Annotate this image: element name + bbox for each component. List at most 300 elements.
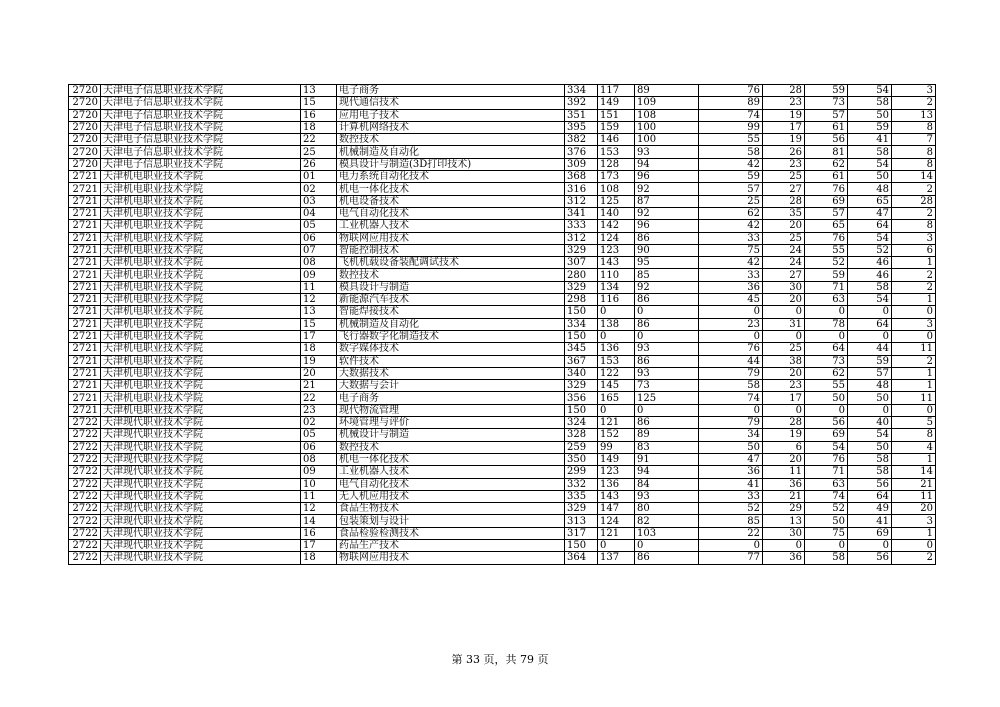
major-code-cell: 15 [301, 318, 337, 330]
score-cell: 14 [892, 171, 936, 183]
score-cell: 92 [635, 207, 699, 219]
score-cell: 50 [848, 171, 892, 183]
major-code-cell: 05 [301, 429, 337, 441]
score-cell: 116 [598, 294, 635, 306]
score-cell: 64 [848, 490, 892, 502]
score-cell: 307 [565, 257, 598, 269]
score-cell: 36 [763, 552, 805, 564]
score-cell: 27 [763, 183, 805, 195]
score-cell: 23 [699, 318, 763, 330]
school-code-cell: 2721 [69, 355, 101, 367]
school-name-cell: 天津电子信息职业技术学院 [101, 146, 301, 158]
score-cell: 0 [598, 404, 635, 416]
score-cell: 41 [699, 478, 763, 490]
score-cell: 332 [565, 478, 598, 490]
school-code-cell: 2721 [69, 367, 101, 379]
school-name-cell: 天津机电职业技术学院 [101, 404, 301, 416]
score-cell: 50 [848, 109, 892, 121]
major-code-cell: 07 [301, 244, 337, 256]
score-cell: 99 [598, 441, 635, 453]
school-code-cell: 2721 [69, 392, 101, 404]
score-cell: 8 [892, 429, 936, 441]
score-cell: 351 [565, 109, 598, 121]
score-cell: 149 [598, 97, 635, 109]
score-cell: 26 [763, 146, 805, 158]
score-cell: 92 [635, 183, 699, 195]
score-cell: 3 [892, 85, 936, 97]
score-cell: 82 [635, 515, 699, 527]
table-row [69, 171, 936, 183]
score-cell: 20 [763, 453, 805, 465]
score-cell: 2 [892, 269, 936, 281]
score-cell: 33 [699, 490, 763, 502]
score-cell: 329 [565, 503, 598, 515]
score-cell: 8 [892, 146, 936, 158]
school-name-cell: 天津现代职业技术学院 [101, 539, 301, 551]
score-cell: 3 [892, 318, 936, 330]
table-row [69, 146, 936, 158]
major-name-cell: 机电设备技术 [337, 195, 565, 207]
school-code-cell: 2721 [69, 318, 101, 330]
score-cell: 3 [892, 515, 936, 527]
score-cell: 46 [848, 269, 892, 281]
score-cell: 64 [848, 220, 892, 232]
school-code-cell: 2722 [69, 478, 101, 490]
school-name-cell: 天津电子信息职业技术学院 [101, 109, 301, 121]
score-cell: 124 [598, 515, 635, 527]
major-code-cell: 03 [301, 195, 337, 207]
major-name-cell: 现代物流管理 [337, 404, 565, 416]
table-row [69, 527, 936, 539]
score-cell: 364 [565, 552, 598, 564]
score-cell: 33 [699, 232, 763, 244]
score-cell: 58 [848, 453, 892, 465]
table-row [69, 503, 936, 515]
score-cell: 41 [848, 515, 892, 527]
table-row [69, 330, 936, 342]
score-cell: 45 [699, 294, 763, 306]
score-cell: 74 [805, 490, 848, 502]
score-cell: 71 [805, 466, 848, 478]
score-cell: 36 [699, 466, 763, 478]
school-code-cell: 2721 [69, 257, 101, 269]
score-cell: 59 [805, 85, 848, 97]
table-row [69, 281, 936, 293]
major-name-cell: 新能源汽车技术 [337, 294, 565, 306]
score-cell: 395 [565, 121, 598, 133]
score-cell: 96 [635, 220, 699, 232]
school-name-cell: 天津机电职业技术学院 [101, 306, 301, 318]
score-cell: 165 [598, 392, 635, 404]
table-row [69, 207, 936, 219]
major-code-cell: 12 [301, 294, 337, 306]
school-code-cell: 2722 [69, 429, 101, 441]
major-name-cell: 环境管理与评价 [337, 417, 565, 429]
score-cell: 38 [763, 355, 805, 367]
score-cell: 31 [763, 318, 805, 330]
score-cell: 150 [565, 404, 598, 416]
score-cell: 83 [635, 441, 699, 453]
score-cell: 150 [565, 539, 598, 551]
school-name-cell: 天津机电职业技术学院 [101, 355, 301, 367]
major-code-cell: 17 [301, 539, 337, 551]
score-cell: 28 [763, 417, 805, 429]
major-name-cell: 应用电子技术 [337, 109, 565, 121]
score-cell: 65 [805, 220, 848, 232]
score-cell: 42 [699, 158, 763, 170]
score-cell: 59 [848, 121, 892, 133]
score-cell: 150 [565, 330, 598, 342]
score-cell: 5 [892, 417, 936, 429]
school-name-cell: 天津现代职业技术学院 [101, 503, 301, 515]
score-cell: 0 [598, 306, 635, 318]
page-number: 第 33 页，共 79 页 [451, 653, 549, 666]
major-code-cell: 02 [301, 417, 337, 429]
major-name-cell: 数控技术 [337, 441, 565, 453]
school-name-cell: 天津机电职业技术学院 [101, 171, 301, 183]
major-name-cell: 电气自动化技术 [337, 207, 565, 219]
score-cell: 0 [805, 404, 848, 416]
table-row [69, 97, 936, 109]
major-code-cell: 26 [301, 158, 337, 170]
score-cell: 91 [635, 453, 699, 465]
school-code-cell: 2722 [69, 552, 101, 564]
school-name-cell: 天津机电职业技术学院 [101, 367, 301, 379]
score-cell: 59 [699, 171, 763, 183]
school-name-cell: 天津电子信息职业技术学院 [101, 134, 301, 146]
score-cell: 0 [763, 330, 805, 342]
school-code-cell: 2721 [69, 183, 101, 195]
score-cell: 125 [598, 195, 635, 207]
major-name-cell: 数控技术 [337, 269, 565, 281]
score-cell: 89 [635, 429, 699, 441]
major-name-cell: 工业机器人技术 [337, 220, 565, 232]
score-cell: 329 [565, 244, 598, 256]
score-cell: 1 [892, 294, 936, 306]
table-row [69, 134, 936, 146]
score-cell: 0 [892, 330, 936, 342]
major-code-cell: 05 [301, 220, 337, 232]
school-name-cell: 天津机电职业技术学院 [101, 330, 301, 342]
score-cell: 55 [805, 244, 848, 256]
school-name-cell: 天津现代职业技术学院 [101, 515, 301, 527]
school-code-cell: 2721 [69, 232, 101, 244]
major-name-cell: 机电一体化技术 [337, 453, 565, 465]
major-name-cell: 软件技术 [337, 355, 565, 367]
score-cell: 54 [805, 441, 848, 453]
major-name-cell: 物联网应用技术 [337, 232, 565, 244]
score-cell: 334 [565, 318, 598, 330]
major-name-cell: 电力系统自动化技术 [337, 171, 565, 183]
table-row [69, 490, 936, 502]
school-name-cell: 天津电子信息职业技术学院 [101, 97, 301, 109]
table-row [69, 441, 936, 453]
score-cell: 81 [805, 146, 848, 158]
score-cell: 13 [763, 515, 805, 527]
score-cell: 367 [565, 355, 598, 367]
score-cell: 52 [805, 257, 848, 269]
score-cell: 64 [805, 343, 848, 355]
score-cell: 14 [892, 466, 936, 478]
score-cell: 58 [699, 380, 763, 392]
score-cell: 95 [635, 257, 699, 269]
score-cell: 147 [598, 503, 635, 515]
major-code-cell: 17 [301, 330, 337, 342]
school-name-cell: 天津现代职业技术学院 [101, 417, 301, 429]
score-cell: 40 [848, 417, 892, 429]
school-name-cell: 天津机电职业技术学院 [101, 380, 301, 392]
major-name-cell: 机械制造及自动化 [337, 318, 565, 330]
score-cell: 150 [565, 306, 598, 318]
score-cell: 85 [635, 269, 699, 281]
score-cell: 159 [598, 121, 635, 133]
school-name-cell: 天津机电职业技术学院 [101, 281, 301, 293]
school-name-cell: 天津现代职业技术学院 [101, 466, 301, 478]
table-row [69, 294, 936, 306]
table-row [69, 429, 936, 441]
score-cell: 0 [763, 404, 805, 416]
school-code-cell: 2721 [69, 294, 101, 306]
major-name-cell: 无人机应用技术 [337, 490, 565, 502]
score-cell: 44 [848, 343, 892, 355]
score-cell: 3 [892, 232, 936, 244]
school-code-cell: 2720 [69, 85, 101, 97]
score-cell: 93 [635, 367, 699, 379]
table-row [69, 380, 936, 392]
table-row [69, 404, 936, 416]
score-cell: 58 [699, 146, 763, 158]
score-cell: 57 [699, 183, 763, 195]
score-cell: 100 [635, 121, 699, 133]
table-row [69, 318, 936, 330]
major-name-cell: 机械设计与制造 [337, 429, 565, 441]
score-cell: 298 [565, 294, 598, 306]
school-code-cell: 2722 [69, 503, 101, 515]
score-cell: 84 [635, 478, 699, 490]
major-name-cell: 现代通信技术 [337, 97, 565, 109]
score-cell: 76 [805, 183, 848, 195]
table-row [69, 195, 936, 207]
score-cell: 73 [805, 97, 848, 109]
score-cell: 23 [763, 158, 805, 170]
score-cell: 0 [763, 306, 805, 318]
score-cell: 313 [565, 515, 598, 527]
major-code-cell: 08 [301, 453, 337, 465]
score-cell: 103 [635, 527, 699, 539]
score-cell: 0 [763, 539, 805, 551]
school-code-cell: 2721 [69, 269, 101, 281]
score-cell: 0 [699, 330, 763, 342]
score-cell: 123 [598, 244, 635, 256]
score-cell: 50 [805, 392, 848, 404]
table-row [69, 466, 936, 478]
score-cell: 86 [635, 294, 699, 306]
score-cell: 48 [848, 380, 892, 392]
school-name-cell: 天津电子信息职业技术学院 [101, 121, 301, 133]
score-cell: 20 [763, 220, 805, 232]
score-cell: 25 [763, 343, 805, 355]
score-cell: 0 [848, 330, 892, 342]
score-cell: 0 [805, 306, 848, 318]
score-cell: 55 [699, 134, 763, 146]
score-cell: 34 [699, 429, 763, 441]
school-code-cell: 2720 [69, 121, 101, 133]
score-cell: 0 [848, 404, 892, 416]
score-cell: 21 [763, 490, 805, 502]
school-name-cell: 天津电子信息职业技术学院 [101, 158, 301, 170]
score-cell: 19 [763, 134, 805, 146]
score-cell: 87 [635, 195, 699, 207]
table-row [69, 343, 936, 355]
score-cell: 74 [699, 109, 763, 121]
major-code-cell: 13 [301, 306, 337, 318]
score-cell: 11 [892, 490, 936, 502]
school-code-cell: 2721 [69, 281, 101, 293]
score-cell: 128 [598, 158, 635, 170]
score-cell: 54 [848, 158, 892, 170]
major-name-cell: 计算机网络技术 [337, 121, 565, 133]
score-cell: 86 [635, 552, 699, 564]
score-cell: 29 [763, 503, 805, 515]
score-cell: 299 [565, 466, 598, 478]
score-cell: 94 [635, 466, 699, 478]
score-cell: 356 [565, 392, 598, 404]
score-cell: 56 [805, 134, 848, 146]
score-cell: 173 [598, 171, 635, 183]
score-cell: 350 [565, 453, 598, 465]
school-code-cell: 2722 [69, 539, 101, 551]
score-cell: 108 [635, 109, 699, 121]
score-cell: 1 [892, 257, 936, 269]
major-code-cell: 18 [301, 121, 337, 133]
school-name-cell: 天津现代职业技术学院 [101, 429, 301, 441]
score-cell: 76 [805, 232, 848, 244]
major-name-cell: 模具设计与制造 [337, 281, 565, 293]
score-cell: 58 [805, 552, 848, 564]
score-cell: 8 [892, 158, 936, 170]
score-cell: 50 [699, 441, 763, 453]
score-cell: 143 [598, 257, 635, 269]
table-row [69, 244, 936, 256]
school-code-cell: 2722 [69, 441, 101, 453]
table-row [69, 158, 936, 170]
school-name-cell: 天津机电职业技术学院 [101, 343, 301, 355]
score-cell: 0 [805, 539, 848, 551]
major-code-cell: 02 [301, 183, 337, 195]
score-cell: 134 [598, 281, 635, 293]
major-name-cell: 大数据技术 [337, 367, 565, 379]
score-cell: 93 [635, 490, 699, 502]
major-name-cell: 机电一体化技术 [337, 183, 565, 195]
score-cell: 0 [892, 404, 936, 416]
score-cell: 47 [848, 207, 892, 219]
table-row [69, 417, 936, 429]
school-code-cell: 2720 [69, 109, 101, 121]
school-name-cell: 天津机电职业技术学院 [101, 195, 301, 207]
score-cell: 368 [565, 171, 598, 183]
major-name-cell: 数字媒体技术 [337, 343, 565, 355]
score-cell: 376 [565, 146, 598, 158]
school-code-cell: 2721 [69, 380, 101, 392]
score-cell: 54 [848, 429, 892, 441]
score-cell: 63 [805, 478, 848, 490]
score-cell: 52 [848, 244, 892, 256]
score-cell: 58 [848, 466, 892, 478]
school-code-cell: 2720 [69, 134, 101, 146]
school-code-cell: 2721 [69, 244, 101, 256]
score-cell: 117 [598, 85, 635, 97]
score-cell: 324 [565, 417, 598, 429]
score-cell: 85 [699, 515, 763, 527]
school-name-cell: 天津现代职业技术学院 [101, 453, 301, 465]
table-row [69, 539, 936, 551]
score-cell: 54 [848, 294, 892, 306]
score-cell: 340 [565, 367, 598, 379]
score-cell: 0 [635, 330, 699, 342]
school-code-cell: 2722 [69, 417, 101, 429]
score-cell: 25 [763, 171, 805, 183]
score-cell: 1 [892, 527, 936, 539]
major-code-cell: 11 [301, 281, 337, 293]
score-cell: 13 [892, 109, 936, 121]
school-code-cell: 2722 [69, 515, 101, 527]
school-name-cell: 天津机电职业技术学院 [101, 220, 301, 232]
score-cell: 50 [848, 392, 892, 404]
school-name-cell: 天津现代职业技术学院 [101, 552, 301, 564]
score-cell: 0 [892, 306, 936, 318]
major-name-cell: 飞机机载设备装配调试技术 [337, 257, 565, 269]
score-cell: 392 [565, 97, 598, 109]
score-cell: 75 [805, 527, 848, 539]
score-cell: 52 [805, 503, 848, 515]
school-code-cell: 2720 [69, 97, 101, 109]
score-cell: 27 [763, 269, 805, 281]
school-name-cell: 天津现代职业技术学院 [101, 490, 301, 502]
score-cell: 0 [635, 306, 699, 318]
major-name-cell: 电子商务 [337, 85, 565, 97]
score-cell: 59 [848, 355, 892, 367]
score-cell: 100 [635, 134, 699, 146]
table-row [69, 269, 936, 281]
score-cell: 30 [763, 527, 805, 539]
score-cell: 57 [805, 207, 848, 219]
score-cell: 61 [805, 171, 848, 183]
table-row [69, 478, 936, 490]
score-cell: 125 [635, 392, 699, 404]
score-cell: 57 [805, 109, 848, 121]
major-code-cell: 13 [301, 85, 337, 97]
major-name-cell: 模具设计与制造(3D打印技术) [337, 158, 565, 170]
score-cell: 136 [598, 478, 635, 490]
score-cell: 25 [699, 195, 763, 207]
major-name-cell: 食品生物技术 [337, 503, 565, 515]
major-name-cell: 电气自动化技术 [337, 478, 565, 490]
score-cell: 94 [635, 158, 699, 170]
score-cell: 42 [699, 220, 763, 232]
score-cell: 92 [635, 281, 699, 293]
score-cell: 24 [763, 244, 805, 256]
score-cell: 0 [848, 306, 892, 318]
score-cell: 11 [892, 392, 936, 404]
major-code-cell: 08 [301, 257, 337, 269]
score-cell: 30 [763, 281, 805, 293]
table-row [69, 306, 936, 318]
score-cell: 69 [848, 527, 892, 539]
score-cell: 335 [565, 490, 598, 502]
table-row [69, 515, 936, 527]
score-cell: 20 [763, 294, 805, 306]
score-cell: 122 [598, 367, 635, 379]
